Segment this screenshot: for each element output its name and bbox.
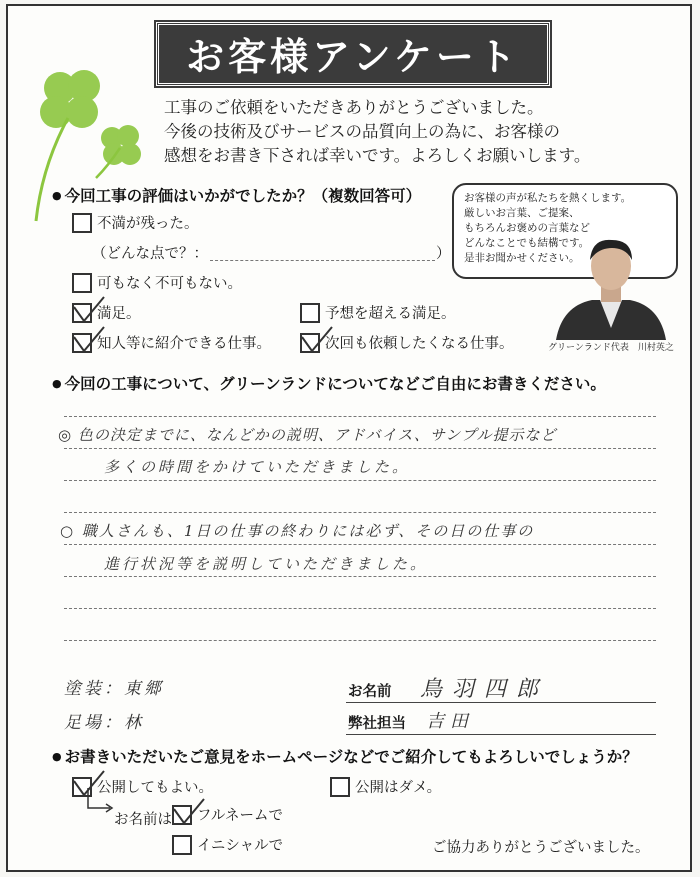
reason-prompt: （どんな点で？： xyxy=(92,246,208,262)
handwritten-note-painting: 塗装：東郷 xyxy=(64,679,164,699)
intro-line: 感想をお書き下されば幸いです。よろしくお願いします。 xyxy=(164,146,591,165)
answer-line xyxy=(64,480,656,481)
checkbox-checked[interactable] xyxy=(300,333,320,353)
option-neutral[interactable] xyxy=(72,272,242,293)
option-label: 公開はダメ。 xyxy=(355,780,442,796)
checkbox-checked[interactable] xyxy=(172,805,192,825)
answer-text: 職人さんも、1日の仕事の終わりには必ず、その日の仕事の xyxy=(81,522,535,540)
bubble-line: 厳しいお言葉、ご提案、 xyxy=(464,207,580,219)
arrow-icon xyxy=(86,788,116,816)
handwritten-answer-1 xyxy=(58,424,557,445)
checkbox[interactable] xyxy=(172,835,192,855)
checkbox-checked[interactable] xyxy=(72,333,92,353)
option-label: 満足。 xyxy=(97,306,141,322)
checkbox[interactable] xyxy=(72,273,92,293)
q3-label: ● お書きいただいたご意見をホームページなどでご紹介してもよろしいでしょうか？ xyxy=(52,745,638,767)
check-icon xyxy=(172,797,206,827)
option-label: 次回も依頼したくなる仕事。 xyxy=(325,336,514,352)
intro-text xyxy=(164,96,590,168)
answer-text: 色の決定までに、なんどかの説明、アドバイス、サンプル提示など xyxy=(77,426,557,444)
bullet-mark: ○ xyxy=(60,522,82,540)
bubble-line: もちろんお褒めの言葉など xyxy=(464,222,590,234)
option-recommend[interactable] xyxy=(72,332,271,353)
reason-close xyxy=(436,242,451,263)
bubble-line: 是非お聞かせください。 xyxy=(464,252,580,264)
answer-line xyxy=(64,576,656,577)
answer-line xyxy=(64,416,656,417)
check-icon xyxy=(300,325,334,355)
intro-line: 今後の技術及びサービスの品質向上の為に、お客様の xyxy=(164,122,560,141)
option-again[interactable] xyxy=(300,332,514,353)
option-satisfied[interactable] xyxy=(72,302,141,323)
representative-photo xyxy=(552,228,670,340)
staff-underline xyxy=(346,734,656,735)
reason-line[interactable] xyxy=(210,260,435,261)
representative-caption: グリーンランド代表 川村英之 xyxy=(548,343,674,353)
option-label: 不満が残った。 xyxy=(97,216,199,232)
name-value[interactable]: 鳥羽四郎 xyxy=(420,677,549,702)
option-label: 知人等に紹介できる仕事。 xyxy=(97,336,271,352)
reason-close-paren: ） xyxy=(436,246,451,262)
check-icon xyxy=(72,295,106,325)
answer-line xyxy=(64,544,656,545)
option-dissatisfied[interactable] xyxy=(72,212,199,233)
name-format-text: お名前は xyxy=(114,812,172,828)
option-initials[interactable] xyxy=(172,834,283,855)
answer-line xyxy=(64,448,656,449)
name-label: お名前 xyxy=(348,684,392,700)
answer-line xyxy=(64,640,656,641)
staff-label: 弊社担当 xyxy=(348,716,406,732)
option-label: 公開してもよい。 xyxy=(97,780,213,796)
option-publish-ng[interactable] xyxy=(330,776,441,797)
checkbox[interactable] xyxy=(72,213,92,233)
option-label: 予想を超える満足。 xyxy=(325,306,456,322)
option-label: フルネームで xyxy=(197,808,283,824)
answer-line xyxy=(64,512,656,513)
page-title: お客様アンケート xyxy=(156,22,550,86)
reason-row xyxy=(92,242,208,263)
option-label: 可もなく不可もない。 xyxy=(97,276,242,292)
checkbox[interactable] xyxy=(330,777,350,797)
checkbox[interactable] xyxy=(300,303,320,323)
checkbox-checked[interactable] xyxy=(72,303,92,323)
check-icon xyxy=(72,325,106,355)
answer-line xyxy=(64,608,656,609)
bullet-mark: ◎ xyxy=(58,426,78,444)
thanks-label: ご協力ありがとうございました。 xyxy=(432,840,650,856)
handwritten-answer-3 xyxy=(60,520,534,541)
bubble-line: どんなことでも結構です。 xyxy=(464,237,590,249)
option-fullname[interactable] xyxy=(172,804,283,825)
thanks-text xyxy=(432,836,650,857)
bubble-line: お客様の声が私たちを熱くします。 xyxy=(464,192,632,204)
q1-label: ● 今回工事の評価はいかがでしたか？（複数回答可） xyxy=(52,184,421,206)
handwritten-note-scaffold: 足場：林 xyxy=(64,713,144,733)
option-exceeded[interactable] xyxy=(300,302,456,323)
handwritten-answer-2: 多くの時間をかけていただきました。 xyxy=(104,458,411,476)
staff-value[interactable]: 吉田 xyxy=(426,711,474,732)
handwritten-answer-4: 進行状況等を説明していただきました。 xyxy=(104,555,429,573)
option-label: イニシャルで xyxy=(197,838,284,854)
q2-label: ● 今回の工事について、グリーンランドについてなどご自由にお書きください。 xyxy=(52,372,606,394)
name-format-label xyxy=(114,808,172,829)
intro-line: 工事のご依頼をいただきありがとうございました。 xyxy=(164,98,544,117)
